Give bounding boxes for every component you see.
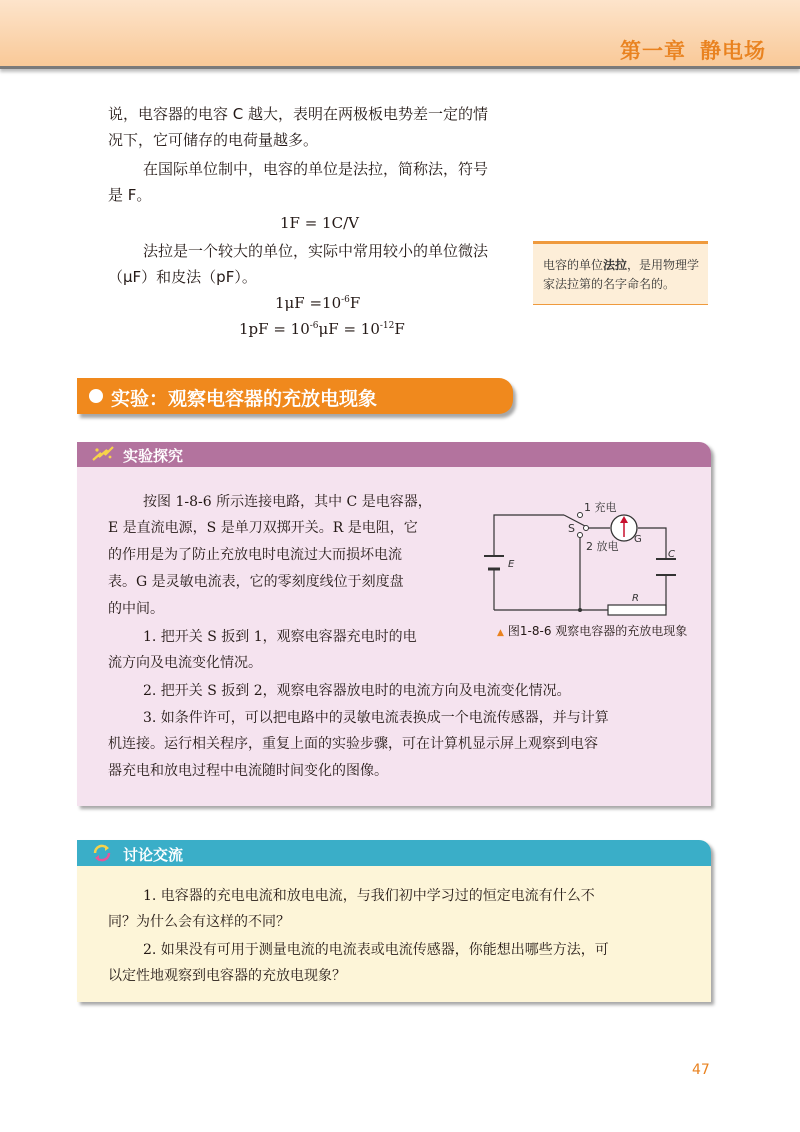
experiment-line: 机连接。运行相关程序，重复上面的实验步骤，可在计算机显示屏上观察到电容	[108, 736, 598, 752]
experiment-step: 3. 如条件许可，可以把电路中的灵敏电流表换成一个电流传感器，并与计算	[143, 710, 609, 726]
body-line: 是 F。	[108, 186, 152, 204]
label-resistor: R	[632, 593, 639, 604]
page-number: 47	[692, 1062, 710, 1078]
experiment-step: 1. 把开关 S 扳到 1，观察电容器充电时的电	[143, 629, 417, 645]
label-charge: 1 充电	[584, 501, 617, 514]
experiment-box-title: 实验探究	[123, 447, 184, 465]
experiment-step: 2. 把开关 S 扳到 2，观察电容器放电时的电流方向及电流变化情况。	[143, 683, 571, 699]
wire-top	[494, 515, 564, 556]
chapter-title: 静电场	[700, 39, 766, 63]
label-source: E	[508, 559, 515, 570]
body-line: 在国际单位制中，电容的单位是法拉，简称法，符号	[143, 160, 489, 178]
experiment-banner	[77, 378, 513, 414]
experiment-line: 的作用是为了防止充放电时电流过大而损坏电流	[108, 547, 402, 563]
experiment-line: 流方向及电流变化情况。	[108, 655, 262, 671]
experiment-banner-title: 实验：观察电容器的充放电现象	[111, 388, 378, 410]
discussion-line: 同？为什么会有这样的不同？	[108, 914, 290, 930]
experiment-box-header	[77, 442, 711, 467]
side-note: 电容的单位法拉，是用物理学家法拉第的名字命名的。	[533, 241, 708, 305]
terminal-1	[578, 513, 583, 518]
sparkle-icon	[91, 444, 115, 464]
discussion-box-header	[77, 840, 711, 866]
label-discharge: 2 放电	[586, 540, 619, 553]
body-line: 说，电容器的电容 C 越大，表明在两极板电势差一定的情	[108, 105, 489, 123]
caption-triangle-icon: ▲	[497, 628, 504, 638]
equation-picofarad: $1pF = 10^{-6}\mu F = 10^{-12}F$	[239, 320, 405, 338]
label-switch: S	[568, 522, 575, 535]
equation-microfarad: $1\mu F =10^{-6}F$	[275, 294, 361, 312]
label-galvanometer: G	[634, 534, 642, 545]
chapter-heading	[620, 35, 766, 65]
experiment-line: 表。G 是灵敏电流表，它的零刻度线位于刻度盘	[108, 574, 404, 590]
figure-caption: ▲ 图1-8-6 观察电容器的充放电现象	[497, 624, 688, 638]
experiment-line: E 是直流电源，S 是单刀双掷开关。R 是电阻，它	[108, 520, 418, 536]
terminal-2	[578, 533, 583, 538]
discussion-line: 以定性地观察到电容器的充放电现象？	[108, 968, 346, 984]
bullet-dot-icon	[89, 389, 103, 403]
circuit-diagram	[480, 495, 685, 620]
experiment-line: 按图 1-8-6 所示连接电路，其中 C 是电容器，	[143, 494, 432, 510]
chapter-label: 第一章	[620, 39, 686, 63]
equation-farad: 1F = 1C/V	[280, 214, 359, 232]
discussion-question: 2. 如果没有可用于测量电流的电流表或电流传感器，你能想出哪些方法，可	[143, 942, 609, 958]
label-capacitor: C	[668, 549, 675, 560]
experiment-line: 器充电和放电过程中电流随时间变化的图像。	[108, 763, 388, 779]
chapter-header-bar	[0, 0, 800, 69]
body-line: 况下，它可储存的电荷量越多。	[108, 131, 319, 149]
experiment-line: 的中间。	[108, 601, 164, 617]
wire-right-top	[638, 528, 666, 559]
discussion-cycle-icon	[91, 843, 113, 863]
terminal-common	[584, 526, 589, 531]
body-line: （μF）和皮法（pF）。	[108, 268, 257, 286]
body-line: 法拉是一个较大的单位，实际中常用较小的单位微法	[143, 242, 489, 260]
junction-dot	[578, 608, 582, 612]
resistor	[608, 605, 666, 615]
discussion-box-title: 讨论交流	[123, 846, 184, 864]
discussion-question: 1. 电容器的充电电流和放电电流，与我们初中学习过的恒定电流有什么不	[143, 888, 595, 904]
